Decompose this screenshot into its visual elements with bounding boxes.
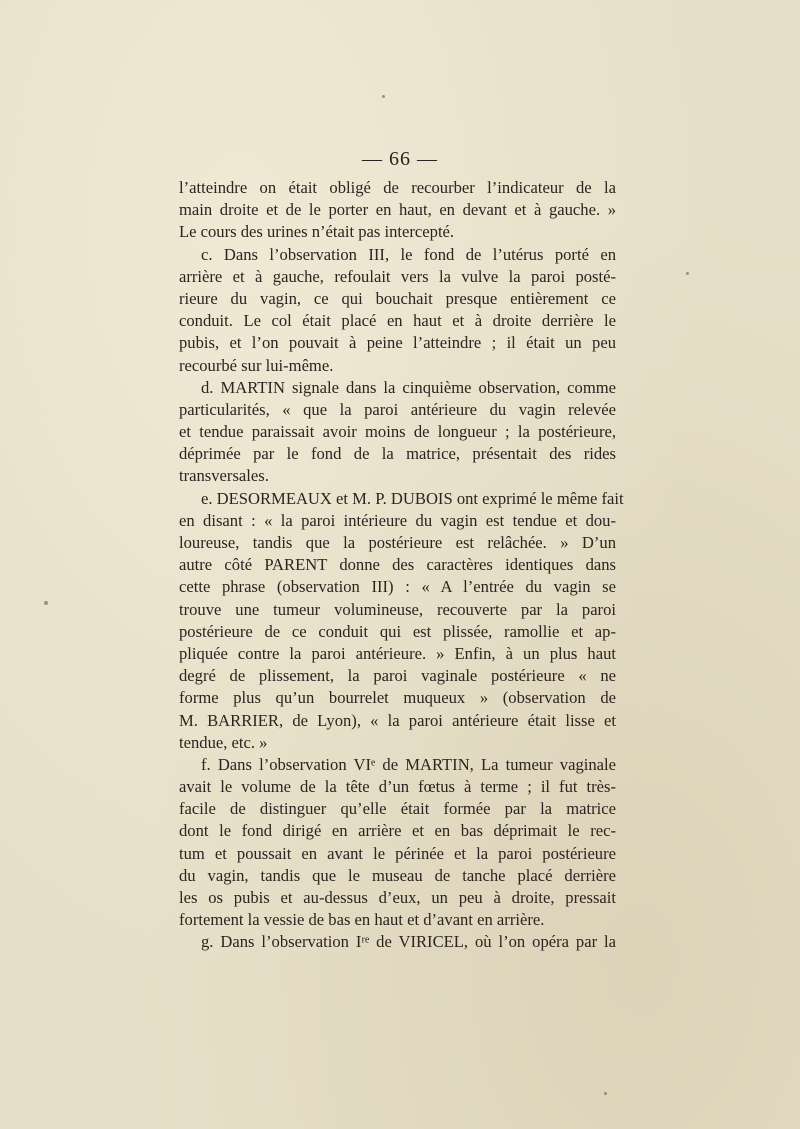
text-line: déprimée par le fond de la matrice, présentait des rides: [179, 444, 616, 464]
paper-spot: [604, 1092, 607, 1095]
text-line: degré de plissement, la paroi vaginale postérieure « ne: [179, 666, 616, 686]
text-line: dont le fond dirigé en arrière et en bas déprimait le rec-: [179, 821, 616, 841]
text-line: c. Dans l’observation III, le fond de l’utérus porté en: [201, 244, 616, 264]
text-line: d. MARTIN signale dans la cinquième observation, comme: [201, 377, 616, 397]
page-number: — 66 —: [362, 148, 438, 170]
text-line: arrière et à gauche, refoulait vers la vulve la paroi posté-: [179, 266, 616, 286]
text-line: recourbé sur lui-même.: [179, 355, 334, 375]
text-line: f. Dans l’observation VIᵉ de MARTIN, La tumeur vaginale: [201, 754, 616, 774]
text-line: en disant : « la paroi intérieure du vagin est tendue et dou-: [179, 510, 616, 530]
text-line: conduit. Le col était placé en haut et à droite derrière le: [179, 311, 616, 331]
text-line: trouve une tumeur volumineuse, recouverte par la paroi: [179, 599, 616, 619]
text-line: main droite et de le porter en haut, en devant et à gauche. »: [179, 200, 616, 220]
text-line: g. Dans l’observation Iʳᵉ de VIRICEL, où l’on opéra par la: [201, 932, 616, 952]
text-line: et tendue paraissait avoir moins de longueur ; la postérieure,: [179, 422, 616, 442]
text-line: rieure du vagin, ce qui bouchait presque entièrement ce: [179, 288, 616, 308]
text-line: tum et poussait en avant le périnée et la paroi postérieure: [179, 843, 616, 863]
text-line: Le cours des urines n’était pas intercepté.: [179, 222, 455, 242]
text-line: fortement la vessie de bas en haut et d’avant en arrière.: [179, 910, 545, 930]
text-line: postérieure de ce conduit qui est plissée, ramollie et ap-: [179, 621, 616, 641]
text-line: M. BARRIER, de Lyon), « la paroi antérieure était lisse et: [179, 710, 616, 730]
text-line: les os pubis et au-dessus d’eux, un peu à droite, pressait: [179, 888, 616, 907]
text-line: du vagin, tandis que le museau de tanche placé derrière: [179, 865, 616, 885]
text-line: avait le volume de la tête d’un fœtus à terme ; il fut très-: [179, 777, 616, 797]
text-line: particularités, « que la paroi antérieure du vagin relevée: [179, 399, 616, 419]
paper-spot: [382, 95, 385, 98]
text-line: facile de distinguer qu’elle était formée par la matrice: [179, 799, 616, 819]
text-line: l’atteindre on était obligé de recourber l’indicateur de la: [179, 178, 616, 197]
text-line: cette phrase (observation III) : « A l’entrée du vagin se: [179, 577, 616, 597]
text-line: autre côté PARENT donne des caractères identiques dans: [179, 555, 616, 575]
text-line: forme plus qu’un bourrelet muqueux » (observation de: [179, 688, 616, 708]
paper-spot: [686, 272, 689, 275]
paper-spot: [44, 601, 48, 605]
text-line: tendue, etc. »: [179, 732, 268, 752]
text-line: pubis, et l’on pouvait à peine l’atteindre ; il était un peu: [179, 333, 616, 353]
text-line: loureuse, tandis que la postérieure est relâchée. » D’un: [179, 533, 616, 552]
body-text: [179, 177, 624, 954]
text-line: e. DESORMEAUX et M. P. DUBOIS ont exprimé le même fait: [201, 488, 624, 508]
text-line: transversales.: [179, 466, 269, 486]
text-line: pliquée contre la paroi antérieure. » Enfin, à un plus haut: [179, 643, 616, 663]
